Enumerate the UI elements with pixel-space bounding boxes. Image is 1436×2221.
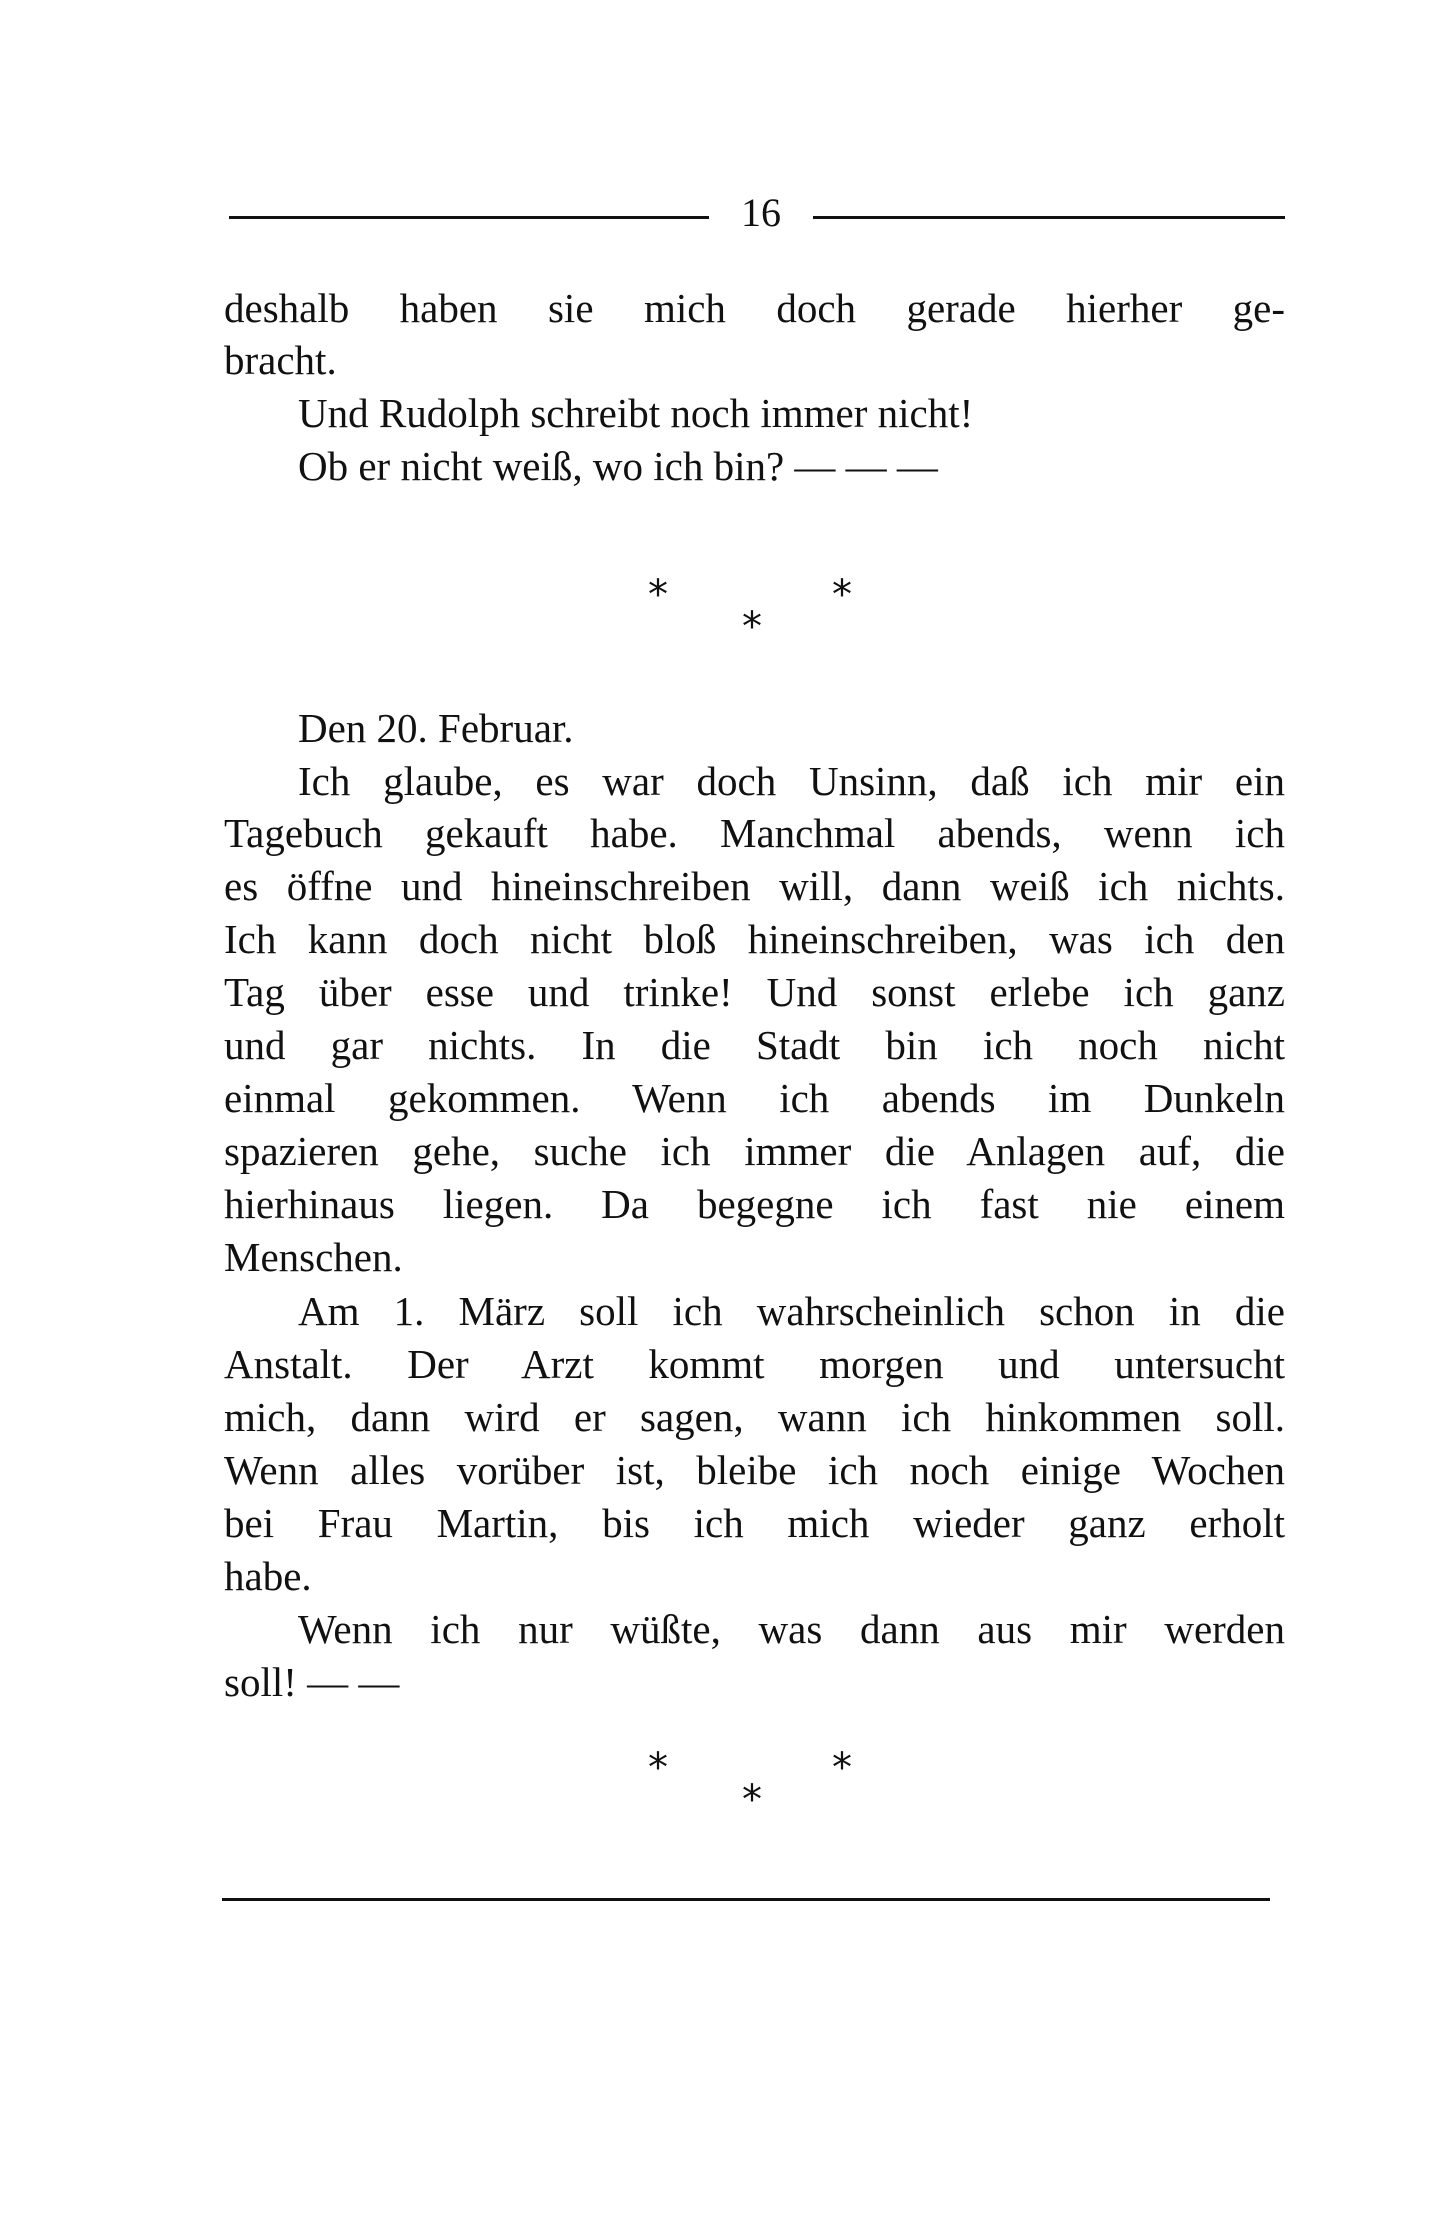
section-break-asterism xyxy=(0,572,1436,685)
text-line: Tagebuch gekauft habe. Manchmal abends, wenn ich xyxy=(224,810,1285,856)
text-line: Tag über esse und trinke! Und sonst erlebe ich ganz xyxy=(224,969,1285,1015)
header-rule-left xyxy=(229,216,709,219)
text-line: deshalb haben sie mich doch gerade hierher ge- xyxy=(224,285,1285,331)
text-line: Menschen. xyxy=(224,1234,403,1280)
text-line: Wenn alles vorüber ist, bleibe ich noch einige Wochen xyxy=(224,1447,1285,1493)
text-line: bei Frau Martin, bis ich mich wieder ganz erholt xyxy=(224,1500,1285,1546)
page-number: 16 xyxy=(741,190,781,235)
footer-rule xyxy=(222,1898,1270,1901)
text-line: habe. xyxy=(224,1553,312,1599)
text-line: Anstalt. Der Arzt kommt morgen und untersucht xyxy=(224,1341,1285,1387)
entry-date: Den 20. Februar. xyxy=(298,705,574,751)
text-line: es öffne und hineinschreiben will, dann weiß ich nichts. xyxy=(224,863,1285,909)
text-line: Und Rudolph schreibt noch immer nicht! xyxy=(298,390,974,436)
header-rule-right xyxy=(813,216,1285,219)
text-line: Ich glaube, es war doch Unsinn, daß ich mir ein xyxy=(298,758,1285,804)
text-line: Ob er nicht weiß, wo ich bin? — — — xyxy=(298,443,938,489)
asterisk-icon: * xyxy=(832,572,852,618)
asterisk-icon: * xyxy=(742,604,762,650)
asterisk-icon: * xyxy=(832,1745,852,1791)
text-line: hierhinaus liegen. Da begegne ich fast nie einem xyxy=(224,1181,1285,1227)
text-line: Wenn ich nur wüßte, was dann aus mir werden xyxy=(298,1606,1285,1652)
text-line: spazieren gehe, suche ich immer die Anlagen auf, die xyxy=(224,1128,1285,1174)
asterisk-icon: * xyxy=(648,572,668,618)
section-break-asterism xyxy=(0,1745,1436,1858)
text-line: soll! — — xyxy=(224,1659,400,1705)
asterisk-icon: * xyxy=(648,1745,668,1791)
asterisk-icon: * xyxy=(742,1777,762,1823)
text-line: Am 1. März soll ich wahrscheinlich schon in die xyxy=(298,1288,1285,1334)
text-line: einmal gekommen. Wenn ich abends im Dunkeln xyxy=(224,1075,1285,1121)
text-line: Ich kann doch nicht bloß hineinschreiben, was ich den xyxy=(224,916,1285,962)
text-line: bracht. xyxy=(224,337,337,383)
text-line: und gar nichts. In die Stadt bin ich noch nicht xyxy=(224,1022,1285,1068)
text-line: mich, dann wird er sagen, wann ich hinkommen soll. xyxy=(224,1394,1285,1440)
